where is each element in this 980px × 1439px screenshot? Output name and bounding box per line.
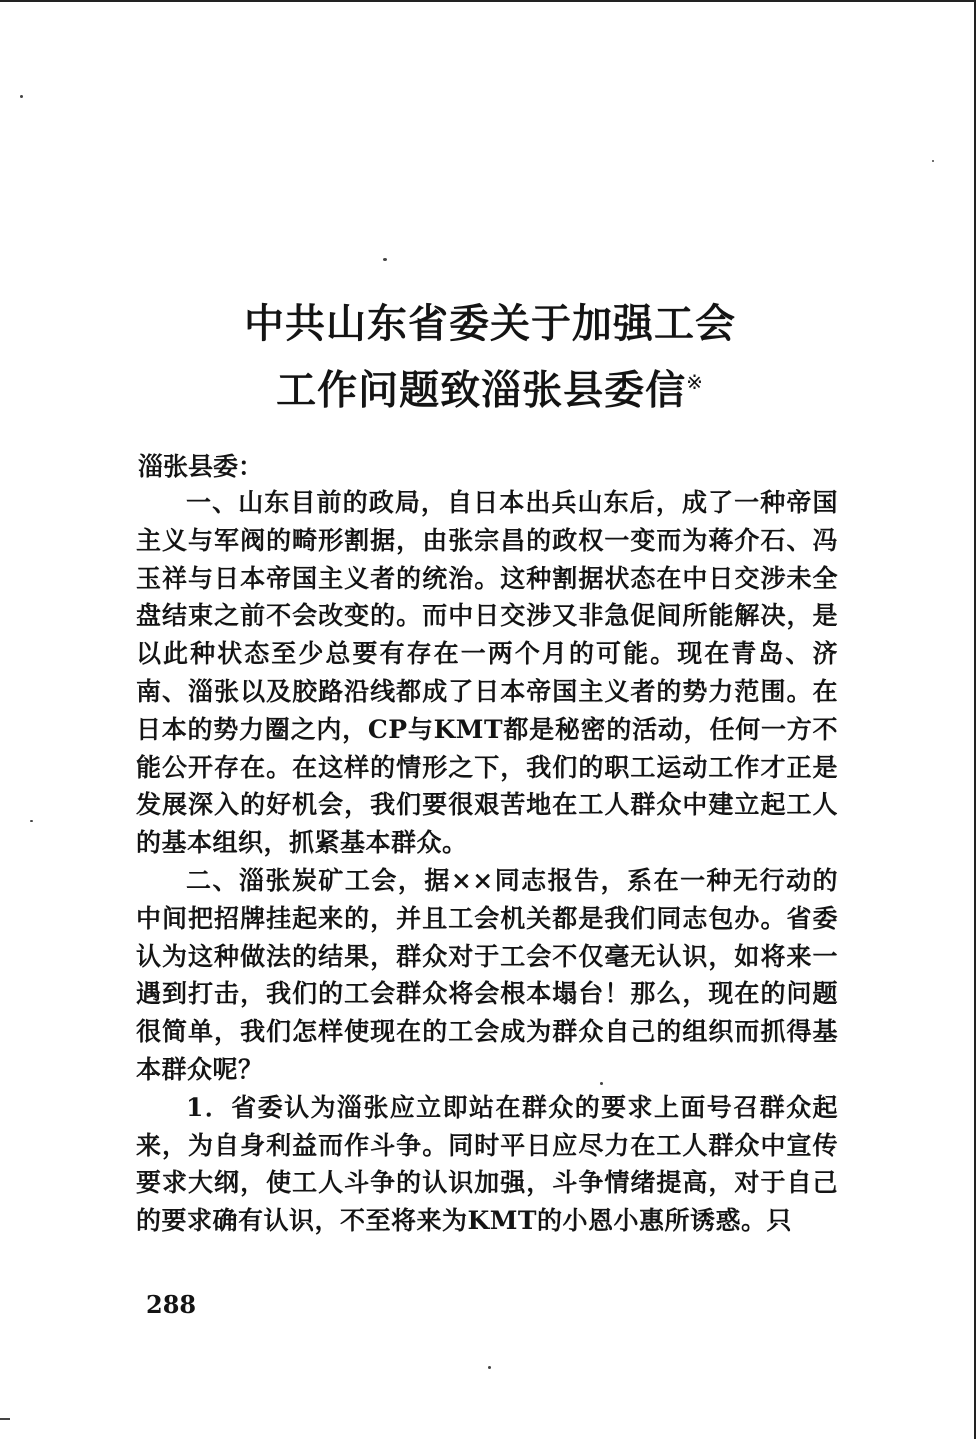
footnote-mark: ※ (686, 370, 704, 394)
document-title-line-1: 中共山东省委关于加强工会 (244, 300, 736, 347)
paragraph: 一、山东目前的政局，自日本出兵山东后，成了一种帝国主义与军阀的畸形割据，由张宗昌的政权一变而为蒋介石、冯玉祥与日本帝国主义者的统治。这种割据状态在中日交涉未全盘结束之前不会改变的。而中日交涉又非急促间所能解决，是以此种状态至少总要有存在一两个月的可能。现在青岛、济南、淄张以及胶路沿线都成了日本帝国主义者的势力范围。在日本的势力圈之内，CP与KMT都是秘密的活动，任何一方不能公开存在。在这样的情形之下，我们的职工运动工作才正是发展深入的好机会，我们要很艰苦地在工人群众中建立起工人的基本组织，抓紧基本群众。 (136, 488, 838, 858)
scan-speck (932, 160, 934, 162)
scan-speck (30, 820, 33, 822)
scan-speck (20, 95, 23, 98)
scan-speck (488, 1366, 491, 1369)
salutation: 淄张县委： (138, 452, 264, 481)
document-title-line-2: 工作问题致淄张县委信※ (276, 366, 704, 414)
paragraph: 二、淄张炭矿工会，据××同志报告，系在一种无行动的中间把招牌挂起来的，并且工会机关都是我们同志包办。省委认为这种做法的结果，群众对于工会不仅毫无认识，如将来一遇到打击，我们的工会群众将会根本塌台！那么，现在的问题很简单，我们怎样使现在的工会成为群众自己的组织而抓得基本群众呢？ (136, 865, 838, 1084)
letter-body (136, 484, 838, 1240)
paragraph: 1．省委认为淄张应立即站在群众的要求上面号召群众起来，为自身利益而作斗争。同时平日应尽力在工人群众中宣传要求大纲，使工人斗争的认识加强，斗争情绪提高，对于自己的要求确有认识，不至将来为KMT的小恩小惠所诱惑。只 (136, 1092, 838, 1236)
scan-speck (0, 1418, 10, 1420)
scan-speck (383, 258, 387, 261)
page-number: 288 (146, 1290, 197, 1319)
